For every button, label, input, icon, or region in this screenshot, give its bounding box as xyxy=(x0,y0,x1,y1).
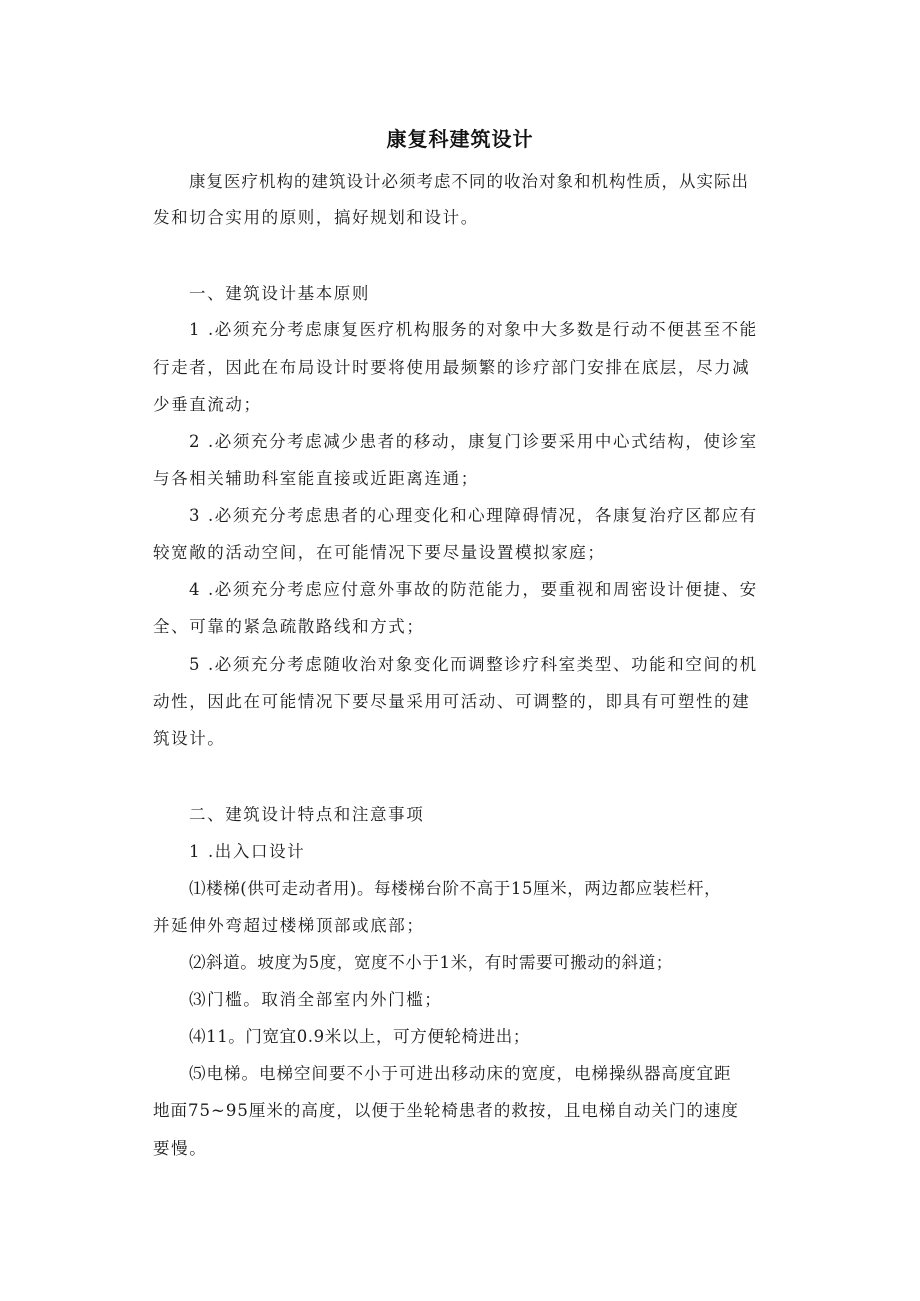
item-4-line-1: ⑷11。门宽宜0.9米以上，可方便轮椅进出； xyxy=(189,1027,530,1046)
principle-1-line-3: 少垂直流动； xyxy=(153,395,262,414)
principle-2-line-1: 2 .必须充分考虑减少患者的移动，康复门诊要采用中心式结构，使诊室 xyxy=(189,432,758,451)
principle-1-line-2: 行走者，因此在布局设计时要将使用最频繁的诊疗部门安排在底层，尽力减 xyxy=(153,358,751,377)
item-5-line-3: 要慢。 xyxy=(153,1139,208,1158)
principle-3-line-1: 3 .必须充分考虑患者的心理变化和心理障碍情况，各康复治疗区都应有 xyxy=(189,506,758,525)
principle-5-line-2: 动性，因此在可能情况下要尽量采用可活动、可调整的，即具有可塑性的建 xyxy=(153,692,751,711)
principle-3-line-2: 较宽敞的活动空间，在可能情况下要尽量设置模拟家庭； xyxy=(153,543,606,562)
item-1-line-2: 并延伸外弯超过楼梯顶部或底部； xyxy=(153,916,425,935)
principle-1-line-1: 1 .必须充分考虑康复医疗机构服务的对象中大多数是行动不便甚至不能 xyxy=(189,320,758,339)
item-5-line-2: 地面75~95厘米的高度，以便于坐轮椅患者的救按，且电梯自动关门的速度 xyxy=(153,1101,739,1120)
principle-2-line-2: 与各相关辅助科室能直接或近距离连通； xyxy=(153,469,479,488)
intro-line-2: 发和切合实用的原则，搞好规划和设计。 xyxy=(153,208,479,227)
intro-line-1: 康复医疗机构的建筑设计必须考虑不同的收治对象和机构性质，从实际出 xyxy=(189,172,749,191)
principle-4-line-2: 全、可靠的紧急疏散路线和方式； xyxy=(153,617,425,636)
item-5-line-1: ⑸电梯。电梯空间要不小于可进出移动床的宽度，电梯操纵器高度宜距 xyxy=(189,1064,732,1083)
document-title: 康复科建筑设计 xyxy=(386,127,534,151)
item-2-line-1: ⑵斜道。坡度为5度，宽度不小于1米，有时需要可搬动的斜道； xyxy=(189,953,673,972)
principle-4-line-1: 4 .必须充分考虑应付意外事故的防范能力，要重视和周密设计便捷、安 xyxy=(189,580,758,599)
section-heading-1: 一、建筑设计基本原则 xyxy=(189,284,370,303)
principle-5-line-1: 5 .必须充分考虑随收治对象变化而调整诊疗科室类型、功能和空间的机 xyxy=(189,655,758,674)
item-1-line-1: ⑴楼梯(供可走动者用)。每楼梯台阶不高于15厘米，两边都应装栏杆， xyxy=(189,879,722,898)
item-3-line-1: ⑶门槛。取消全部室内外门槛； xyxy=(189,990,443,1009)
subsection-heading-1: 1 .出入口设计 xyxy=(189,842,306,861)
principle-5-line-3: 筑设计。 xyxy=(153,729,226,748)
section-heading-2: 二、建筑设计特点和注意事项 xyxy=(189,805,425,824)
